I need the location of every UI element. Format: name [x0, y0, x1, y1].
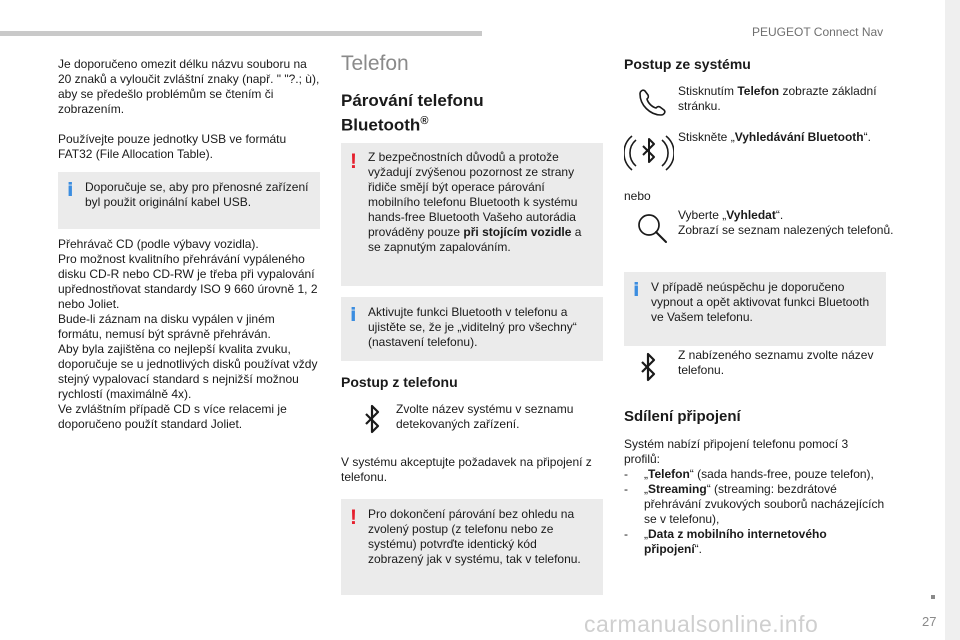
bluetooth-icon — [634, 348, 674, 388]
list-dash: - — [624, 482, 628, 496]
pairing-title — [341, 90, 541, 136]
cd-line: Aby byla zajištěna co nejlepší kvalita zvuku, doporučuje se u jednotlivých disků používat vždy stejný vypalovací standard s nejnižší možnou rychlostí (maximálně 4x). — [58, 342, 318, 401]
list-dash: - — [624, 527, 628, 541]
step-text-bold: Telefon — [737, 84, 780, 98]
step-text-part: Stiskněte „ — [678, 130, 735, 144]
list-item — [624, 527, 886, 557]
step-text-part: Vyberte „ — [678, 208, 727, 222]
step-text — [678, 208, 898, 238]
header-bar — [0, 31, 482, 36]
section-title: Telefon — [341, 52, 409, 75]
warning-note-safety — [341, 143, 603, 286]
manual-title: PEUGEOT Connect Nav — [752, 25, 884, 39]
list-text-bold: Streaming — [648, 482, 707, 496]
warning-icon: ! — [350, 506, 357, 529]
or-text: nebo — [624, 189, 651, 203]
step-text — [678, 84, 898, 114]
step-text-part: “. — [863, 130, 871, 144]
info-note-usb-cable — [58, 172, 320, 229]
phone-icon — [632, 84, 672, 124]
list-text: “. — [694, 542, 703, 556]
phone-procedure-title: Postup z telefonu — [341, 374, 458, 390]
list-text: “ (streaming: bezdrátové přehrávání zvukových souborů nacházejících se v telefonu), — [644, 482, 885, 526]
bluetooth-search-icon — [624, 128, 674, 178]
cd-line: Přehrávač CD (podle výbavy vozidla). — [58, 237, 259, 251]
info-note-retry — [624, 272, 886, 346]
info-icon: ⅰ — [67, 179, 74, 201]
step-text-part: Stisknutím — [678, 84, 738, 98]
info-icon: ⅰ — [633, 279, 640, 301]
info-icon: ⅰ — [350, 304, 357, 326]
paragraph-fat32: Používejte pouze jednotky USB ve formátu FAT32 (File Allocation Table). — [58, 132, 287, 161]
list-text-bold: Telefon — [648, 467, 690, 481]
search-icon — [632, 208, 672, 248]
page-number: 27 — [922, 614, 937, 629]
list-text: „ — [644, 482, 648, 496]
list-text: „ — [644, 527, 648, 541]
step-select-phone — [634, 348, 906, 388]
info-note-text: V případě neúspěchu je doporučeno vypnout a opět aktivovat funkci Bluetooth ve Vašem telefonu. — [651, 280, 870, 324]
bluetooth-icon — [352, 402, 392, 442]
warning-text-bold: při stojícím vozidle — [463, 225, 572, 239]
paragraph-filename: Je doporučeno omezit délku názvu souboru na 20 znaků a vyloučit zvláštní znaky (např. " "?.; ù), aby se předešlo problémům se čtením či zobrazením. — [58, 57, 320, 116]
step-select-system — [352, 402, 622, 442]
watermark: carmanualsonline.info — [584, 611, 819, 637]
step-bluetooth-search — [624, 128, 904, 178]
paragraph-accept: V systému akceptujte požadavek na připojení z telefonu. — [341, 455, 592, 484]
profile-list — [624, 467, 886, 557]
step-text-part: zobrazte základní stránku. — [678, 84, 877, 113]
list-text: “ (sada hands-free, pouze telefon), — [689, 467, 874, 481]
cd-line: Bude-li záznam na disku vypálen v jiném formátu, nemusí být správně přehráván. — [58, 312, 275, 341]
registered-mark: ® — [420, 115, 429, 127]
warning-icon: ! — [350, 150, 357, 173]
info-note-text: Aktivujte funkci Bluetooth v telefonu a ujistěte se, že je „viditelný pro všechny“ (nastavení telefonu). — [368, 305, 577, 349]
list-text: „ — [644, 467, 648, 481]
step-text-part: Zobrazí se seznam nalezených telefonů. — [678, 223, 894, 237]
info-note-visibility — [341, 297, 603, 361]
page-edge-strip — [945, 0, 960, 640]
step-text-bold: Vyhledávání Bluetooth — [734, 130, 864, 144]
sharing-intro: Systém nabízí připojení telefonu pomocí 3 profilů: — [624, 437, 849, 466]
sharing-title: Sdílení připojení — [624, 408, 741, 425]
step-text: Zvolte název systému v seznamu detekovaných zařízení. — [396, 402, 574, 431]
warning-text: Pro dokončení párování bez ohledu na zvolený postup (z telefonu nebo ze systému) potvrďte identický kód zobrazený jak v systému, tak v telefonu. — [368, 507, 581, 566]
list-item — [624, 467, 886, 482]
warning-text: a se zapnutým zapalováním. — [368, 225, 582, 254]
step-text: Z nabízeného seznamu zvolte název telefonu. — [678, 348, 874, 377]
step-text-part: “. — [775, 208, 784, 222]
cd-player-text — [58, 237, 320, 432]
system-procedure-title: Postup ze systému — [624, 56, 751, 72]
page-dot — [931, 595, 935, 599]
step-text-bold: Vyhledat — [726, 208, 776, 222]
warning-text: Z bezpečnostních důvodů a protože vyžadují zvýšenou pozornost ze strany řidiče smějí být operace párování mobilního telefonu Bluetooth k systému hands-free Bluetooth Vašeho autorádia prováděny pouze — [368, 150, 578, 239]
step-text — [678, 130, 898, 145]
list-dash: - — [624, 467, 628, 481]
cd-line: Pro možnost kvalitního přehrávání vypáleného disku CD-R nebo CD-RW je třeba při vypalování upřednostňovat standardy ISO 9 660 úrovně 1, 2 nebo Joliet. — [58, 252, 318, 311]
list-text-bold: Data z mobilního internetového připojení — [644, 527, 827, 556]
step-search — [632, 208, 904, 253]
step-open-phone — [632, 84, 902, 124]
pairing-title-text: Párování telefonu Bluetooth — [341, 91, 484, 135]
info-note-text: Doporučuje se, aby pro přenosné zařízení byl použit originální kabel USB. — [85, 180, 309, 209]
warning-note-code — [341, 499, 603, 595]
cd-line: Ve zvláštním případě CD s více relacemi je doporučeno použít standard Joliet. — [58, 402, 287, 431]
list-item — [624, 482, 886, 527]
